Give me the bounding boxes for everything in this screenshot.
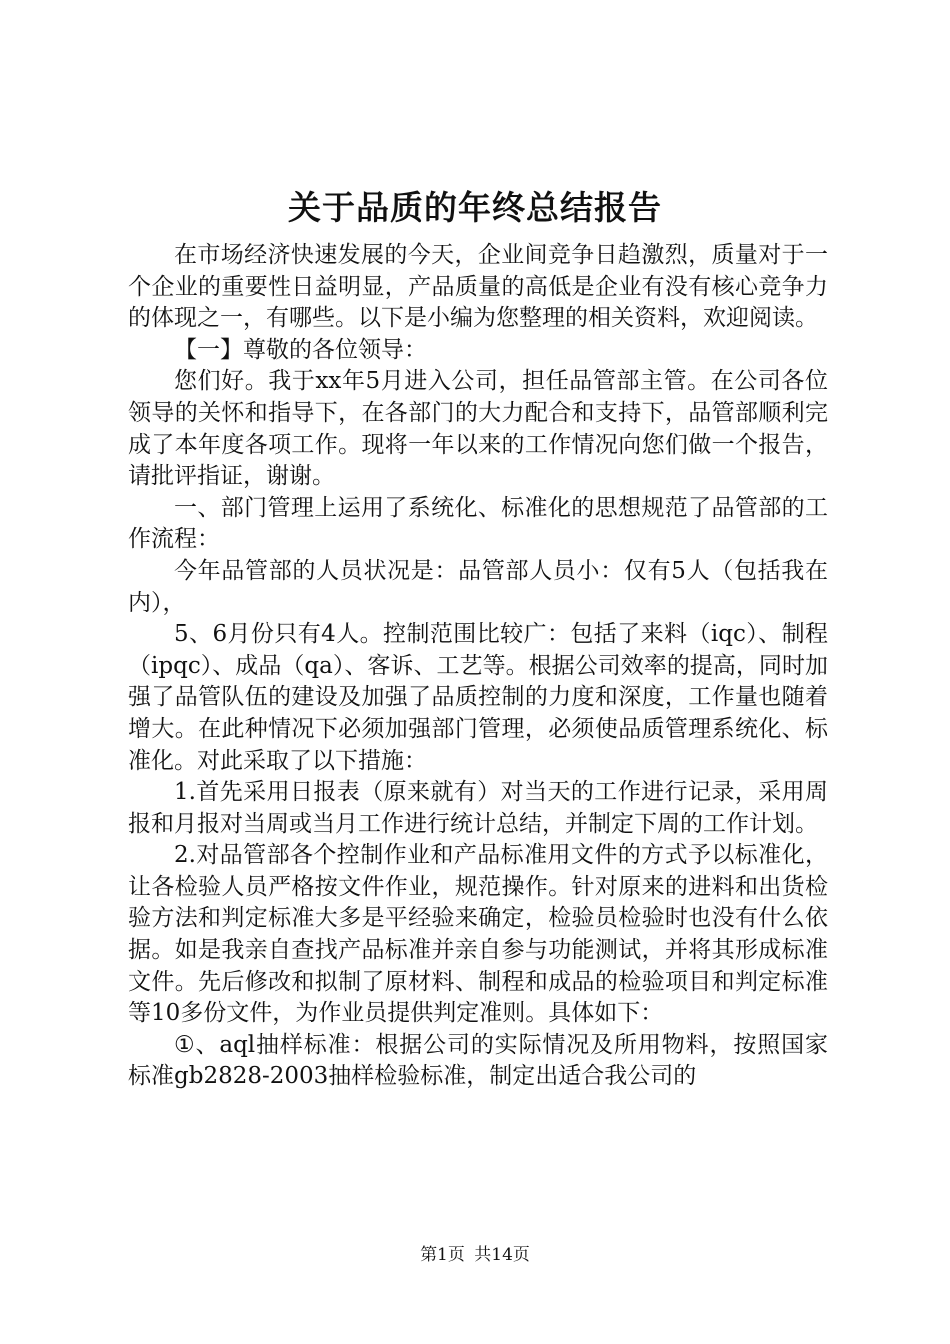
measure-2-paragraph: 2.对品管部各个控制作业和产品标准用文件的方式予以标准化，让各检验人员严格按文件作业，规范操作。针对原来的进料和出货检验方法和判定标准大多是平经验来确定，检验员检验时也没有什么依据。如是我亲自查找产品标准并亲自参与功能测试，并将其形成标准文件。先后修改和拟制了原材料、制程和成品的检验项目和判定标准等10多份文件，为作业员提供判定准则。具体如下： [128, 842, 828, 1027]
intro-paragraph: 在市场经济快速发展的今天，企业间竞争日趋激烈，质量对于一个企业的重要性日益明显，产品质量的高低是企业有没有核心竞争力的体现之一，有哪些。以下是小编为您整理的相关资料，欢迎阅读。 [128, 242, 828, 332]
salutation-paragraph: 【一】尊敬的各位领导： [174, 336, 427, 363]
staffing-paragraph: 今年品管部的人员状况是：品管部人员小：仅有5人（包括我在内）， [128, 557, 828, 616]
document-body [128, 240, 828, 1093]
aql-paragraph: ①、aql抽样标准：根据公司的实际情况及所用物料，按照国家标准gb2828-2003抽样检验标准，制定出适合我公司的 [128, 1031, 828, 1090]
greeting-paragraph: 您们好。我于xx年5月进入公司，担任品管部主管。在公司各位领导的关怀和指导下，在各部门的大力配合和支持下，品管部顺利完成了本年度各项工作。现将一年以来的工作情况向您们做一个报告，请批评指证，谢谢。 [128, 368, 828, 490]
measure-1-paragraph: 1.首先采用日报表（原来就有）对当天的工作进行记录，采用周报和月报对当周或当月工作进行统计总结，并制定下周的工作计划。 [128, 779, 828, 837]
scope-paragraph: 5、6月份只有4人。控制范围比较广：包括了来料（iqc）、制程（ipqc）、成品（qa）、客诉、工艺等。根据公司效率的提高，同时加强了品管队伍的建设及加强了品质控制的力度和深度，工作量也随着增大。在此种情况下必须加强部门管理，必须使品质管理系统化、标准化。对此采取了以下措施： [128, 621, 828, 774]
page-number: 第1页 [420, 1245, 465, 1265]
document-title: 关于品质的年终总结报告 [288, 188, 662, 227]
section-heading-paragraph: 一、部门管理上运用了系统化、标准化的思想规范了品管部的工作流程： [128, 494, 828, 553]
page-footer [0, 1243, 950, 1267]
page-total: 共14页 [474, 1245, 530, 1265]
